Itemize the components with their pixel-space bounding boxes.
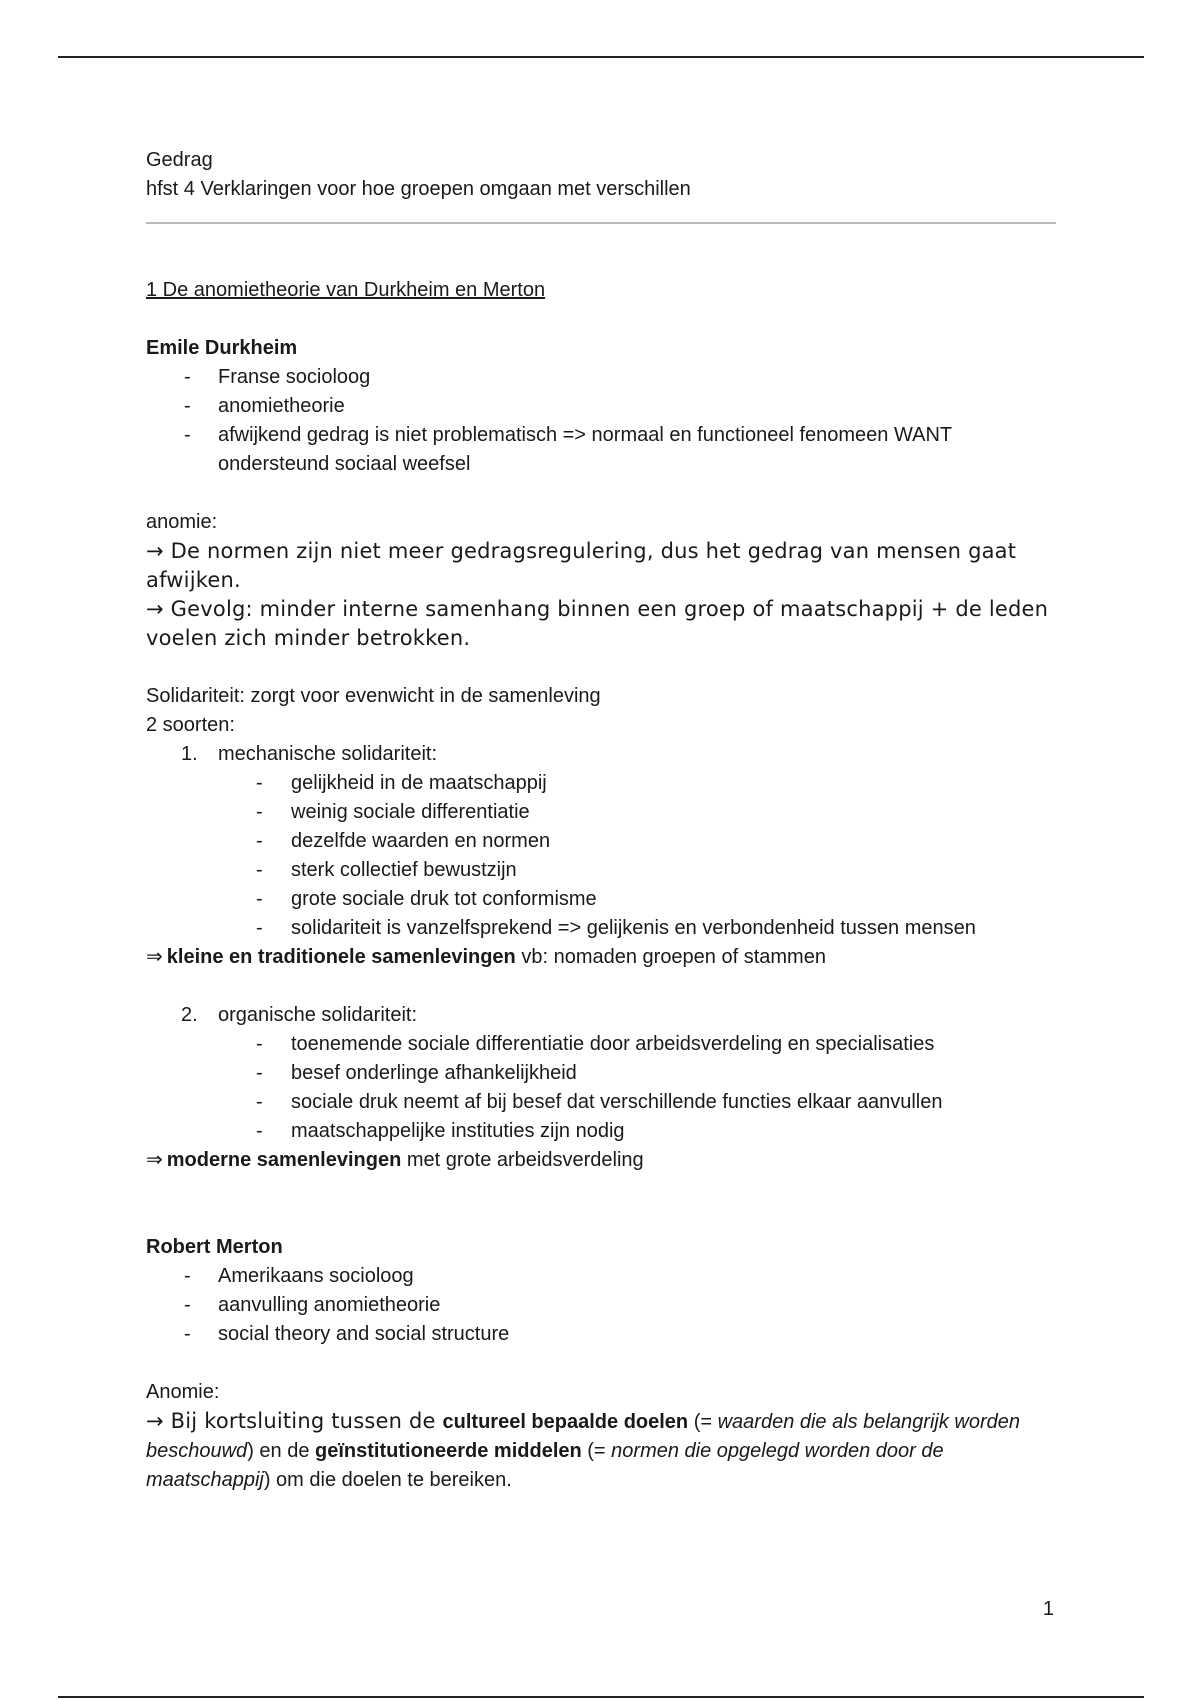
list-item: - anomietheorie — [146, 392, 1056, 421]
organic-solidarity-items — [146, 1030, 1056, 1146]
page-top-rule — [58, 56, 1144, 58]
list-item: - besef onderlinge afhankelijkheid — [146, 1059, 1056, 1088]
anomie-text-part: (= — [688, 1411, 718, 1433]
anomie-text-part: → Bij kortsluiting tussen de — [146, 1409, 443, 1433]
list-item: - weinig sociale differentiatie — [146, 798, 1056, 827]
anomie-text-part: ) om die doelen te bereiken. — [263, 1469, 512, 1491]
list-item: - social theory and social structure — [146, 1320, 1056, 1349]
durkheim-bullets — [146, 363, 1056, 479]
list-item: - Amerikaans socioloog — [146, 1262, 1056, 1291]
list-item: - toenemende sociale differentiatie door arbeidsverdeling en specialisaties — [146, 1030, 1056, 1059]
solidarity-types-2 — [146, 1001, 1056, 1146]
durkheim-heading: Emile Durkheim — [146, 337, 298, 359]
durkheim-anomie-label: anomie: — [146, 511, 218, 533]
solidarity-type-label: mechanische solidariteit: — [218, 743, 437, 765]
anomie-italic-definition: waarden die als belangrijk worden beschouwd — [146, 1411, 1020, 1462]
anomie-bold-term: geïnstitutioneerde middelen — [315, 1440, 582, 1462]
durkheim-anomie-line: → Gevolg: minder interne samenhang binnen een groep of maatschappij + de leden voelen zich minder betrokken. — [146, 597, 1049, 650]
list-item: - gelijkheid in de maatschappij — [146, 769, 1056, 798]
document-body — [146, 146, 1056, 1495]
list-number: 1. — [181, 743, 198, 765]
list-item: - grote sociale druk tot conformisme — [146, 885, 1056, 914]
conclusion-rest: vb: nomaden groepen of stammen — [515, 946, 826, 968]
mechanical-solidarity-items — [146, 769, 1056, 943]
page-bottom-rule — [58, 1696, 1144, 1698]
anomie-text-part: ) en de — [247, 1440, 316, 1462]
conclusion-bold: kleine en traditionele samenlevingen — [166, 946, 516, 968]
anomie-text-part: (= — [581, 1440, 612, 1462]
anomie-italic-definition: normen die opgelegd worden door de maatschappij — [146, 1440, 944, 1491]
list-item: - maatschappelijke instituties zijn nodig — [146, 1117, 1056, 1146]
solidarity-type — [146, 740, 1056, 943]
anomie-bold-term: cultureel bepaalde doelen — [442, 1411, 689, 1433]
section-title: 1 De anomietheorie van Durkheim en Merton — [146, 279, 546, 301]
implies-arrow: ⇒ — [146, 946, 163, 968]
document-subject: Gedrag — [146, 149, 213, 171]
implies-arrow: ⇒ — [146, 1149, 163, 1171]
solidarity-types — [146, 740, 1056, 943]
solidarity-types-label: 2 soorten: — [146, 714, 235, 736]
solidarity-intro: Solidariteit: zorgt voor evenwicht in de samenleving — [146, 685, 601, 707]
merton-anomie-label: Anomie: — [146, 1381, 220, 1403]
list-item: - Franse socioloog — [146, 363, 1056, 392]
list-item: - sociale druk neemt af bij besef dat verschillende functies elkaar aanvullen — [146, 1088, 1056, 1117]
conclusion-rest: met grote arbeidsverdeling — [401, 1149, 644, 1171]
list-item: - sterk collectief bewustzijn — [146, 856, 1056, 885]
merton-anomie-text — [146, 1407, 1056, 1495]
solidarity-type — [146, 1001, 1056, 1146]
header-divider — [146, 222, 1056, 224]
document-chapter: hfst 4 Verklaringen voor hoe groepen omgaan met verschillen — [146, 178, 691, 200]
page-number: 1 — [1042, 1598, 1054, 1620]
conclusion-bold: moderne samenlevingen — [166, 1149, 402, 1171]
organic-conclusion — [146, 1146, 1056, 1175]
list-item: - dezelfde waarden en normen — [146, 827, 1056, 856]
mechanical-conclusion — [146, 943, 1056, 972]
list-item: - afwijkend gedrag is niet problematisch => normaal en functioneel fenomeen WANT ondersteund sociaal weefsel — [146, 421, 1056, 479]
merton-bullets — [146, 1262, 1056, 1349]
list-number: 2. — [181, 1004, 198, 1026]
list-item: - aanvulling anomietheorie — [146, 1291, 1056, 1320]
solidarity-type-label: organische solidariteit: — [218, 1004, 417, 1026]
durkheim-anomie-line: → De normen zijn niet meer gedragsregulering, dus het gedrag van mensen gaat afwijken. — [146, 539, 1017, 592]
list-item: - solidariteit is vanzelfsprekend => gelijkenis en verbondenheid tussen mensen — [146, 914, 1056, 943]
merton-heading: Robert Merton — [146, 1236, 283, 1258]
